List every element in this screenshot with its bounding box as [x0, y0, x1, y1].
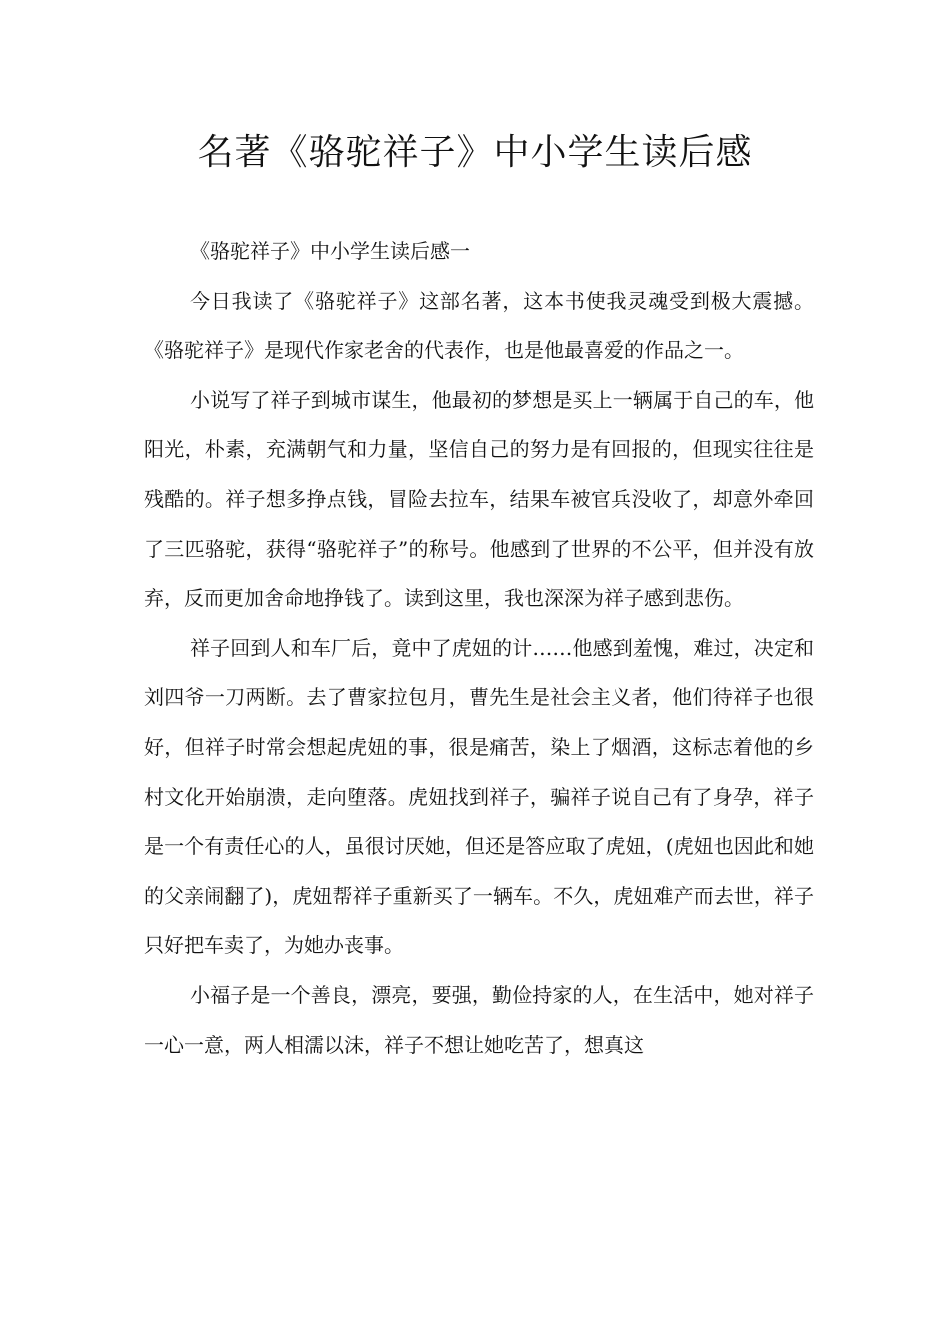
paragraph: 小福子是一个善良，漂亮，要强，勤俭持家的人，在生活中，她对祥子一心一意，两人相濡以沫，祥子不想让她吃苦了，想真这 — [144, 982, 814, 1057]
paragraph: 今日我读了《骆驼祥子》这部名著，这本书使我灵魂受到极大震撼。《骆驼祥子》是现代作家老舍的代表作，也是他最喜爱的作品之一。 — [144, 288, 814, 363]
document-title: 名著《骆驼祥子》中小学生读后感 — [197, 132, 753, 173]
document-body — [144, 227, 814, 1070]
paragraph: 小说写了祥子到城市谋生，他最初的梦想是买上一辆属于自己的车，他阳光，朴素，充满朝气和力量，坚信自己的努力是有回报的，但现实往往是残酷的。祥子想多挣点钱，冒险去拉车，结果车被官兵没收了，却意外牵回了三匹骆驼，获得“骆驼祥子”的称号。他感到了世界的不公平，但并没有放弃，反而更加舍命地挣钱了。读到这里，我也深深为祥子感到悲伤。 — [144, 387, 814, 611]
paragraph: 祥子回到人和车厂后，竟中了虎妞的计……他感到羞愧，难过，决定和刘四爷一刀两断。去了曹家拉包月，曹先生是社会主义者，他们待祥子也很好，但祥子时常会想起虎妞的事，很是痛苦，染上了烟酒，这标志着他的乡村文化开始崩溃，走向堕落。虎妞找到祥子，骗祥子说自己有了身孕，祥子是一个有责任心的人，虽很讨厌她，但还是答应取了虎妞，(虎妞也因此和她的父亲闹翻了)，虎妞帮祥子重新买了一辆车。不久，虎妞难产而去世，祥子只好把车卖了，为她办丧事。 — [144, 635, 814, 958]
section-subtitle: 《骆驼祥子》中小学生读后感一 — [190, 239, 470, 263]
